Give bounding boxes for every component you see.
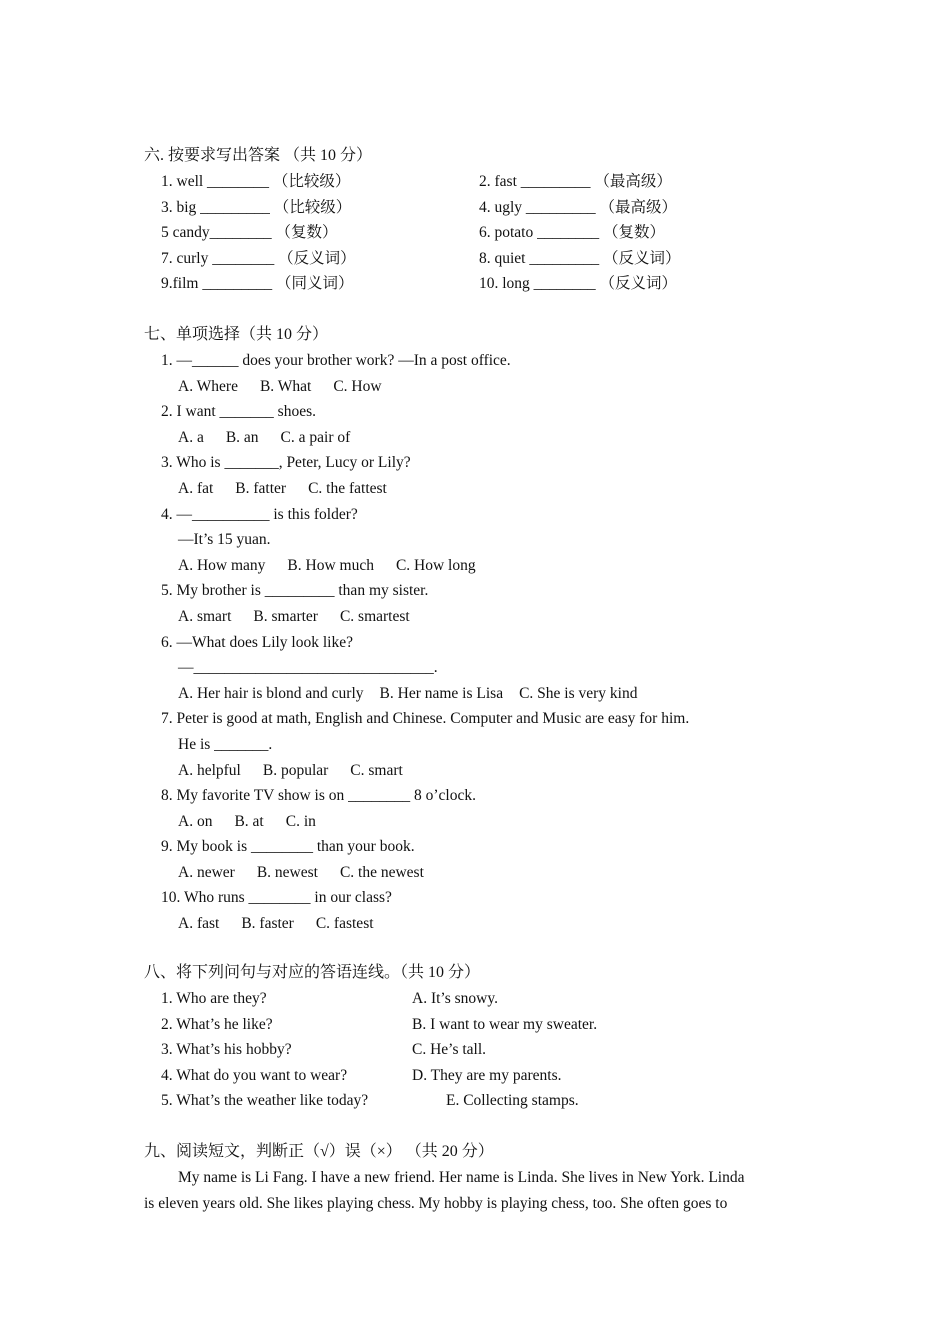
match-answer-c: C. He’s tall.	[412, 1041, 487, 1059]
match-answer-d: D. They are my parents.	[412, 1066, 562, 1084]
s6-item-5: 5 candy________ （复数）	[161, 224, 338, 242]
q8-option-b: B. at	[234, 812, 264, 830]
s6-item-4: 4. ugly _________ （最高级）	[479, 198, 678, 216]
q1-option-c: C. How	[333, 377, 382, 395]
q2-option-c: C. a pair of	[280, 428, 351, 446]
q7-option-a: A. helpful	[178, 761, 241, 779]
s6-row-4	[144, 246, 809, 272]
q3-option-c: C. the fattest	[308, 479, 387, 497]
s6-item-9: 9.film _________ （同义词）	[161, 275, 354, 293]
s8-row-5	[144, 1088, 809, 1114]
s8-row-2	[144, 1012, 809, 1038]
section-6	[144, 143, 809, 297]
question-8-options	[144, 809, 809, 835]
q5-option-a: A. smart	[178, 607, 232, 625]
match-answer-a: A. It’s snowy.	[412, 990, 498, 1007]
s6-item-10: 10. long ________ （反义词）	[479, 275, 678, 293]
s6-item-7: 7. curly ________ （反义词）	[161, 249, 356, 267]
q10-option-b: B. faster	[241, 915, 294, 933]
question-6-answer-line: —_______________________________.	[178, 659, 438, 677]
match-answer-b: B. I want to wear my sweater.	[412, 1015, 598, 1033]
question-10: 10. Who runs ________ in our class?	[161, 889, 392, 907]
q4-option-a: A. How many	[178, 556, 266, 574]
question-6-options	[144, 681, 809, 707]
s6-row-3	[144, 220, 809, 246]
section-8-heading: 八、将下列问句与对应的答语连线。（共 10 分）	[144, 964, 481, 981]
s6-item-1: 1. well ________ （比较级）	[161, 173, 351, 190]
q6-option-a: A. Her hair is blond and curly	[178, 684, 364, 702]
s6-item-2: 2. fast _________ （最高级）	[479, 173, 672, 190]
q10-option-c: C. fastest	[315, 915, 374, 933]
s6-row-2	[144, 195, 809, 221]
q9-option-c: C. the newest	[339, 863, 424, 881]
q7-option-b: B. popular	[262, 761, 329, 779]
match-question-2: 2. What’s he like?	[161, 1015, 273, 1033]
match-question-3: 3. What’s his hobby?	[161, 1041, 292, 1059]
reading-passage	[144, 1165, 809, 1216]
question-4-options	[144, 553, 809, 579]
s6-item-3: 3. big _________ （比较级）	[161, 198, 352, 216]
s8-row-3	[144, 1037, 809, 1063]
section-9-heading: 九、阅读短文，判断正（√）误（×） （共 20 分）	[144, 1143, 494, 1160]
q9-option-b: B. newest	[256, 863, 318, 881]
question-2-options	[144, 425, 809, 451]
question-3-options	[144, 476, 809, 502]
q2-option-a: A. a	[178, 428, 204, 446]
q6-option-c: C. She is very kind	[519, 684, 638, 702]
q7-option-c: C. smart	[350, 761, 403, 779]
question-9: 9. My book is ________ than your book.	[161, 838, 415, 856]
section-7	[144, 322, 809, 937]
q6-option-b: B. Her name is Lisa	[379, 684, 504, 702]
question-9-options	[144, 860, 809, 886]
q4-option-b: B. How much	[287, 556, 374, 574]
q3-option-a: A. fat	[178, 479, 214, 497]
passage-line-1: My name is Li Fang. I have a new friend. Her name is Linda. She lives in New York. Linda	[178, 1169, 745, 1186]
question-4: 4. —__________ is this folder?	[161, 505, 358, 523]
q2-option-b: B. an	[225, 428, 259, 446]
s6-item-6: 6. potato ________ （复数）	[479, 224, 665, 242]
s6-item-8: 8. quiet _________ （反义词）	[479, 249, 681, 267]
q8-option-c: C. in	[285, 812, 316, 830]
match-question-5: 5. What’s the weather like today?	[161, 1092, 369, 1110]
question-5: 5. My brother is _________ than my sister.	[161, 582, 429, 600]
s8-row-1	[144, 986, 809, 1012]
section-7-heading: 七、单项选择（共 10 分）	[144, 326, 329, 343]
match-answer-e: E. Collecting stamps.	[446, 1092, 579, 1110]
q9-option-a: A. newer	[178, 863, 235, 881]
q5-option-c: C. smartest	[339, 607, 410, 625]
question-8: 8. My favorite TV show is on ________ 8 o’clock.	[161, 787, 476, 805]
question-4-answer-line: —It’s 15 yuan.	[178, 531, 271, 549]
question-10-options	[144, 911, 809, 937]
question-7-line-2: He is _______.	[178, 735, 273, 753]
question-3: 3. Who is _______, Peter, Lucy or Lily?	[161, 454, 411, 472]
s6-row-5	[144, 271, 809, 297]
match-question-1: 1. Who are they?	[161, 990, 267, 1007]
question-5-options	[144, 604, 809, 630]
q10-option-a: A. fast	[178, 915, 220, 933]
section-6-heading: 六. 按要求写出答案 （共 10 分）	[144, 147, 373, 164]
s6-row-1	[144, 169, 809, 195]
question-2: 2. I want _______ shoes.	[161, 403, 316, 421]
section-9	[144, 1139, 809, 1216]
q3-option-b: B. fatter	[235, 479, 287, 497]
s8-row-4	[144, 1063, 809, 1089]
section-8	[144, 960, 809, 1114]
q4-option-c: C. How long	[395, 556, 476, 574]
question-7: 7. Peter is good at math, English and Chinese. Computer and Music are easy for him.	[161, 710, 690, 728]
match-question-4: 4. What do you want to wear?	[161, 1066, 348, 1084]
passage-line-2: is eleven years old. She likes playing chess. My hobby is playing chess, too. She often goes to	[144, 1194, 728, 1212]
q8-option-a: A. on	[178, 812, 213, 830]
q5-option-b: B. smarter	[253, 607, 318, 625]
question-1-options	[144, 374, 809, 400]
question-7-options	[144, 758, 809, 784]
question-1: 1. —______ does your brother work? —In a post office.	[161, 352, 511, 369]
question-6: 6. —What does Lily look like?	[161, 633, 353, 651]
q1-option-b: B. What	[259, 377, 312, 395]
q1-option-a: A. Where	[178, 377, 238, 395]
